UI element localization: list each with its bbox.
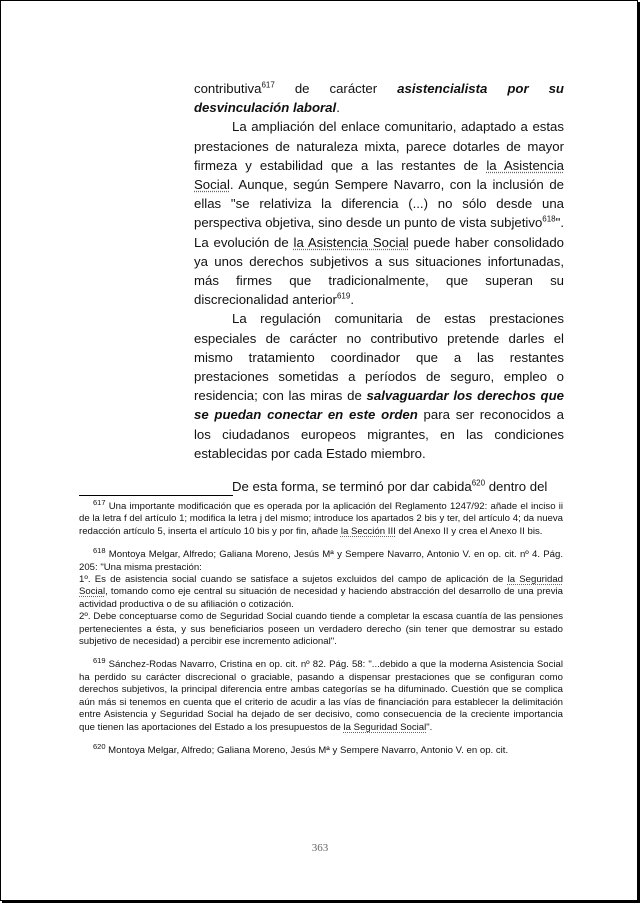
footnote-number: 618	[93, 546, 106, 556]
footnote-text	[79, 741, 563, 757]
text-run: .	[336, 100, 340, 116]
footnote-ref-618[interactable]: 618	[542, 215, 556, 225]
footnote-text	[79, 546, 563, 574]
underlined-term: la Asistencia Social	[194, 157, 564, 193]
text-run: La ampliación del enlace comunitario, adaptado a estas prestaciones de naturaleza mixta, parece dotarles de mayor firmeza y estabilidad que a las restantes de	[194, 119, 564, 173]
footnote-ref-617[interactable]: 617	[261, 80, 275, 90]
text-run: .	[350, 292, 354, 308]
underlined-term: la Seguridad Social	[343, 721, 427, 733]
footnote-number: 619	[93, 656, 106, 666]
underlined-term: la Sección III	[340, 525, 396, 537]
text-run: La regulación comunitaria de estas prestaciones especiales de carácter no contributivo pretende darles el mismo tratamiento coordinador que a las restantes prestaciones sometidas a períodos de seguro, empleo o residencia; con las miras de	[194, 311, 564, 404]
text-run: Una importante modificación que es operada por la aplicación del Reglamento 1247/92: añade el inciso ii de la letra f del artículo 1; modifica la letra j del mismo; introduce los apartados 2 bis y ter, del artículo 4; da nueva redacción artículo 5, inserta el artículo 10 bis y por fin, añade	[79, 501, 563, 537]
footnote-619	[79, 656, 563, 733]
text-run: De esta forma, se terminó por dar cabida	[232, 479, 472, 495]
underlined-term: la Asistencia Social	[293, 234, 409, 250]
text-run: Montoya Melgar, Alfredo; Galiana Moreno, Jesús Mª y Sempere Navarro, Antonio V. en op. cit.	[105, 744, 509, 756]
footnote-separator	[79, 495, 233, 496]
paragraph-spacer	[194, 463, 564, 477]
text-run: . Aunque, según Sempere Navarro, con la inclusión de ellas "se relativiza la diferencia (...) no sólo desde una perspectiva objetiva, sino desde un punto de vista subjetivo	[194, 177, 564, 231]
footnote-text	[79, 611, 563, 648]
footnote-ref-619[interactable]: 619	[336, 291, 351, 301]
footnote-text	[79, 656, 563, 733]
page-number: 363	[311, 842, 329, 854]
emphasis-text: salvaguardar los derechos que se puedan conectar en este orden	[194, 388, 564, 423]
text-run: de carácter	[274, 81, 398, 96]
footnote-text	[79, 574, 563, 611]
text-run: ".	[426, 721, 433, 733]
paragraph-4	[194, 477, 564, 496]
text-run: contributiva	[194, 81, 262, 96]
footnote-number: 620	[93, 741, 106, 751]
footnote-618	[79, 546, 564, 648]
main-text	[194, 79, 564, 496]
footnote-620	[79, 741, 563, 757]
text-run: puede haber consolidado ya unos derechos subjetivos a sus situaciones infortunadas, más firmes que tradicionalmente, que superan su discrecionalidad anterior	[194, 234, 564, 308]
emphasis-text: asistencialista por su desvinculación laboral	[194, 81, 564, 116]
footnote-617	[79, 497, 563, 538]
text-run: para ser reconocidos a los ciudadanos europeos migrantes, en las condiciones establecidas por cada Estado miembro.	[194, 407, 564, 461]
text-run: , tomando como eje central su situación de necesidad y haciendo abstracción del desarrollo de una previa actividad productiva o de su afiliación o cotización.	[79, 586, 563, 610]
footnotes-section	[79, 497, 564, 768]
text-run: 2º. Debe conceptuarse como de Seguridad Social cuando tiende a completar la escasa cuantía de las pensiones pertenecientes a ésta, y sus beneficiarios poseen un verdadero derecho (sin tener que demostrar su estado subjetivo de necesidad) a percibir ese incremento adicional".	[79, 611, 563, 648]
text-run: 1º. Es de asistencia social cuando se satisface a sujetos excluidos del campo de aplicación de	[79, 574, 508, 586]
paragraph-3	[194, 309, 564, 463]
text-run: del Anexo II y crea el Anexo II bis.	[395, 525, 543, 537]
footnote-text	[79, 497, 563, 538]
paragraph-1	[194, 79, 564, 117]
text-run: Sánchez-Rodas Navarro, Cristina en op. cit. nº 82. Pág. 58: "...debido a que la moderna Asistencia Social ha perdido su carácter discrecional o graciable, pasando a dispensar prestaciones que se configuran como derechos subjetivos, la principal diferencia entre ambas categorías se ha difuminado. Cuestión que se complica aún más si tenemos en cuenta que el criterio de acudir a las vías de financiación para establecer la delimitación entre Asistencia y Seguridad Social ha dejado de ser decisivo, como consecuencia de la creciente importancia que tienen las aportaciones del Estado a los presupuestos de	[79, 659, 563, 733]
underlined-term: la Seguridad Social	[79, 574, 564, 598]
text-run: ". La evolución de	[194, 215, 564, 250]
footnote-ref-620[interactable]: 620	[471, 478, 486, 488]
text-run: dentro del	[485, 479, 548, 495]
paragraph-2	[194, 117, 564, 309]
text-run: Montoya Melgar, Alfredo; Galiana Moreno, Jesús Mª y Sempere Navarro, Antonio V. en op. cit. nº 4. Pág. 205: "Una misma prestación:	[79, 549, 563, 573]
footnote-number: 617	[93, 497, 106, 507]
